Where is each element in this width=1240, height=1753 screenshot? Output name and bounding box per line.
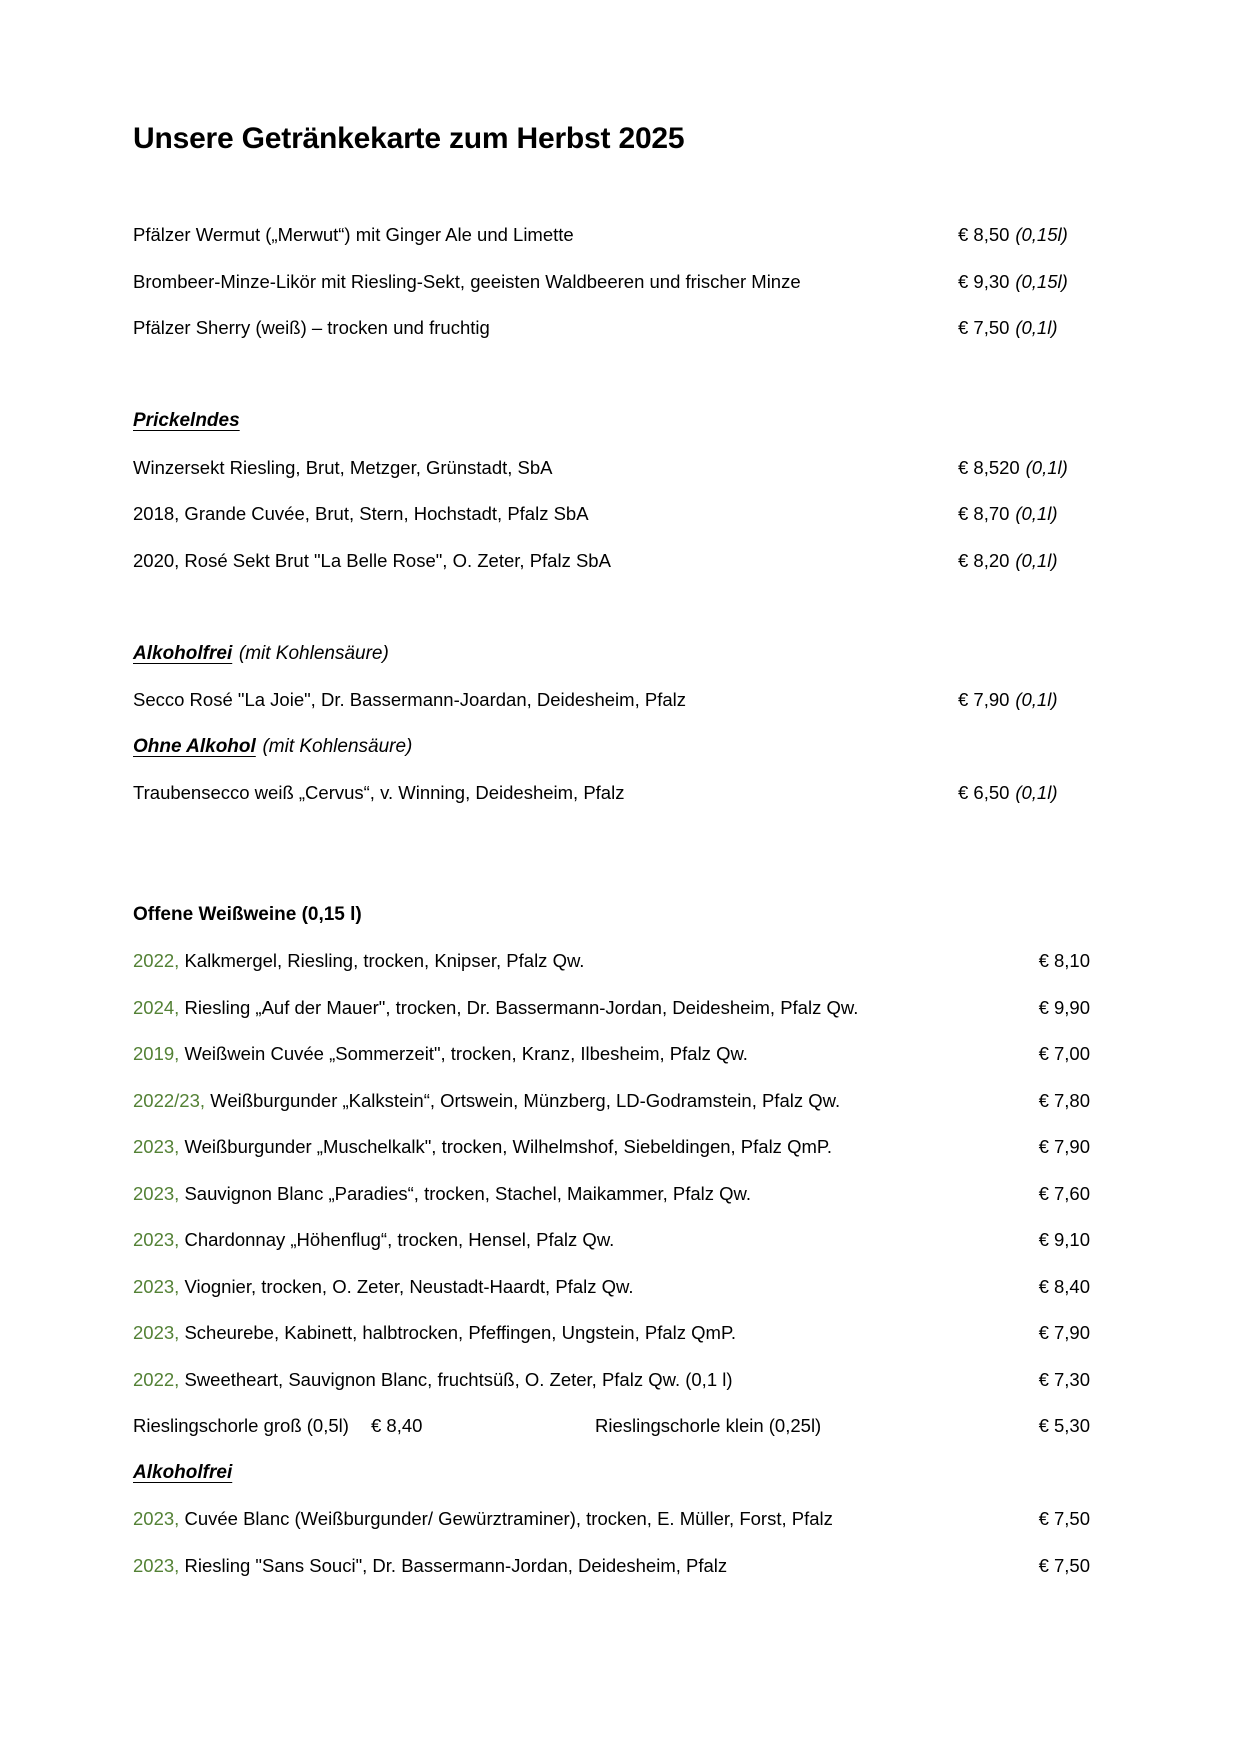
price-column bbox=[958, 782, 1090, 804]
menu-item-row bbox=[133, 491, 1090, 538]
vintage-year: 2019, bbox=[133, 1043, 180, 1065]
section-heading-sparkling: Prickelndes bbox=[133, 410, 240, 432]
item-description: Secco Rosé "La Joie", Dr. Bassermann-Joardan, Deidesheim, Pfalz bbox=[133, 689, 686, 711]
vintage-year: 2022/23, bbox=[133, 1089, 206, 1111]
item-price: € 7,60 bbox=[1038, 1182, 1090, 1204]
price-column bbox=[958, 317, 1090, 339]
item-description: 2020, Rosé Sekt Brut "La Belle Rose", O. Zeter, Pfalz SbA bbox=[133, 549, 611, 571]
item-price: € 9,30 bbox=[958, 270, 1010, 292]
wine-item-row bbox=[133, 1310, 1090, 1357]
item-price: € 8,50 bbox=[958, 224, 1010, 246]
section-heading-row bbox=[133, 398, 1090, 445]
item-volume: (0,15l) bbox=[1015, 270, 1068, 292]
wine-item-row bbox=[133, 985, 1090, 1032]
item-price: € 9,90 bbox=[1038, 996, 1090, 1018]
section-heading-row bbox=[133, 724, 1090, 771]
price-column bbox=[958, 457, 1090, 479]
menu-item-row bbox=[133, 212, 1090, 259]
item-price: € 7,30 bbox=[1038, 1368, 1090, 1390]
section-heading-row bbox=[133, 1450, 1090, 1497]
wine-item-row bbox=[133, 1031, 1090, 1078]
section-heading-row bbox=[133, 631, 1090, 678]
item-description: Brombeer-Minze-Likör mit Riesling-Sekt, geeisten Waldbeeren und frischer Minze bbox=[133, 270, 801, 292]
menu-item-row bbox=[133, 305, 1090, 352]
vintage-year: 2023, bbox=[133, 1554, 180, 1576]
schorle-small-label: Rieslingschorle klein (0,25l) bbox=[595, 1415, 822, 1437]
schorle-row bbox=[133, 1403, 1090, 1450]
menu-item-row bbox=[133, 445, 1090, 492]
item-price: € 8,10 bbox=[1038, 950, 1090, 972]
item-price: € 8,70 bbox=[958, 503, 1010, 525]
vintage-year: 2023, bbox=[133, 1182, 180, 1204]
wine-item-row bbox=[133, 1217, 1090, 1264]
item-price: € 8,20 bbox=[958, 549, 1010, 571]
price-column bbox=[958, 224, 1090, 246]
price-column bbox=[958, 271, 1090, 293]
menu-item-row bbox=[133, 259, 1090, 306]
wine-item-row bbox=[133, 1264, 1090, 1311]
spacer-large bbox=[133, 817, 1090, 892]
item-price: € 7,50 bbox=[1038, 1554, 1090, 1576]
item-volume: (0,1l) bbox=[1015, 689, 1058, 711]
item-description: Scheurebe, Kabinett, halbtrocken, Pfeffingen, Ungstein, Pfalz QmP. bbox=[184, 1322, 737, 1344]
item-volume: (0,1l) bbox=[1015, 317, 1058, 339]
wine-item-row bbox=[133, 1124, 1090, 1171]
menu-item-row bbox=[133, 677, 1090, 724]
item-price: € 7,90 bbox=[1038, 1136, 1090, 1158]
item-price: € 7,50 bbox=[958, 317, 1010, 339]
item-description: Sauvignon Blanc „Paradies“, trocken, Stachel, Maikammer, Pfalz Qw. bbox=[184, 1182, 752, 1204]
item-price: € 7,90 bbox=[1038, 1322, 1090, 1344]
wine-item-row bbox=[133, 1357, 1090, 1404]
wine-item-row bbox=[133, 1171, 1090, 1218]
item-description: Weißwein Cuvée „Sommerzeit", trocken, Kranz, Ilbesheim, Pfalz Qw. bbox=[184, 1043, 748, 1065]
item-volume: (0,1l) bbox=[1015, 549, 1058, 571]
vintage-year: 2024, bbox=[133, 996, 180, 1018]
item-price: € 7,00 bbox=[1038, 1043, 1090, 1065]
vintage-year: 2023, bbox=[133, 1136, 180, 1158]
item-volume: (0,15l) bbox=[1015, 224, 1068, 246]
price-column bbox=[958, 689, 1090, 711]
vintage-year: 2022, bbox=[133, 1368, 180, 1390]
wine-item-row bbox=[133, 1078, 1090, 1125]
item-description: Sweetheart, Sauvignon Blanc, fruchtsüß, O. Zeter, Pfalz Qw. (0,1 l) bbox=[184, 1368, 733, 1390]
item-description: Pfälzer Wermut („Merwut“) mit Ginger Ale und Limette bbox=[133, 224, 574, 246]
item-price: € 9,10 bbox=[1038, 1229, 1090, 1251]
section-heading-alcohol-free-whites: Alkoholfrei bbox=[133, 1461, 233, 1483]
menu-item-row bbox=[133, 538, 1090, 585]
item-description: Pfälzer Sherry (weiß) – trocken und fruchtig bbox=[133, 317, 490, 339]
price-column bbox=[958, 550, 1090, 572]
item-description: Cuvée Blanc (Weißburgunder/ Gewürztraminer), trocken, E. Müller, Forst, Pfalz bbox=[184, 1508, 833, 1530]
spacer bbox=[133, 584, 1090, 631]
item-volume: (0,1l) bbox=[1015, 782, 1058, 804]
item-price: € 8,520 bbox=[958, 456, 1020, 478]
schorle-large-price: € 8,40 bbox=[371, 1415, 423, 1437]
section-heading-no-alcohol: Ohne Alkohol bbox=[133, 735, 256, 757]
item-description: 2018, Grande Cuvée, Brut, Stern, Hochstadt, Pfalz SbA bbox=[133, 503, 589, 525]
section-heading-alcohol-free-secco: Alkoholfrei bbox=[133, 642, 233, 664]
schorle-small-price: € 5,30 bbox=[1038, 1415, 1090, 1437]
page-title: Unsere Getränkekarte zum Herbst 2025 bbox=[133, 122, 685, 155]
schorle-large-label: Rieslingschorle groß (0,5l) bbox=[133, 1415, 349, 1437]
vintage-year: 2023, bbox=[133, 1322, 180, 1344]
item-price: € 8,40 bbox=[1038, 1275, 1090, 1297]
item-price: € 7,90 bbox=[958, 689, 1010, 711]
item-description: Riesling "Sans Souci", Dr. Bassermann-Jordan, Deidesheim, Pfalz bbox=[184, 1554, 728, 1576]
item-price: € 6,50 bbox=[958, 782, 1010, 804]
item-price: € 7,50 bbox=[1038, 1508, 1090, 1530]
wine-item-row bbox=[133, 938, 1090, 985]
vintage-year: 2023, bbox=[133, 1275, 180, 1297]
list-heading-open-whites: Offene Weißweine (0,15 l) bbox=[133, 903, 362, 925]
vintage-year: 2023, bbox=[133, 1508, 180, 1530]
item-volume: (0,1l) bbox=[1025, 456, 1068, 478]
item-description: Kalkmergel, Riesling, trocken, Knipser, Pfalz Qw. bbox=[184, 950, 585, 972]
item-description: Winzersekt Riesling, Brut, Metzger, Grünstadt, SbA bbox=[133, 456, 553, 478]
spacer bbox=[133, 352, 1090, 399]
section-heading-suffix: (mit Kohlensäure) bbox=[238, 642, 389, 664]
item-description: Weißburgunder „Kalkstein“, Ortswein, Münzberg, LD-Godramstein, Pfalz Qw. bbox=[210, 1089, 841, 1111]
item-description: Chardonnay „Höhenflug“, trocken, Hensel, Pfalz Qw. bbox=[184, 1229, 615, 1251]
item-description: Traubensecco weiß „Cervus“, v. Winning, Deidesheim, Pfalz bbox=[133, 782, 625, 804]
item-description: Viognier, trocken, O. Zeter, Neustadt-Haardt, Pfalz Qw. bbox=[184, 1275, 634, 1297]
item-description: Weißburgunder „Muschelkalk", trocken, Wilhelmshof, Siebeldingen, Pfalz QmP. bbox=[184, 1136, 832, 1158]
menu-item-row bbox=[133, 770, 1090, 817]
wine-item-row bbox=[133, 1496, 1090, 1543]
vintage-year: 2022, bbox=[133, 950, 180, 972]
item-price: € 7,80 bbox=[1038, 1089, 1090, 1111]
wine-item-row bbox=[133, 1543, 1090, 1590]
price-column bbox=[958, 503, 1090, 525]
menu-content bbox=[133, 212, 1090, 1589]
vintage-year: 2023, bbox=[133, 1229, 180, 1251]
section-heading-suffix: (mit Kohlensäure) bbox=[262, 735, 413, 757]
list-heading-row bbox=[133, 892, 1090, 939]
item-volume: (0,1l) bbox=[1015, 503, 1058, 525]
item-description: Riesling „Auf der Mauer", trocken, Dr. Bassermann-Jordan, Deidesheim, Pfalz Qw. bbox=[184, 996, 859, 1018]
